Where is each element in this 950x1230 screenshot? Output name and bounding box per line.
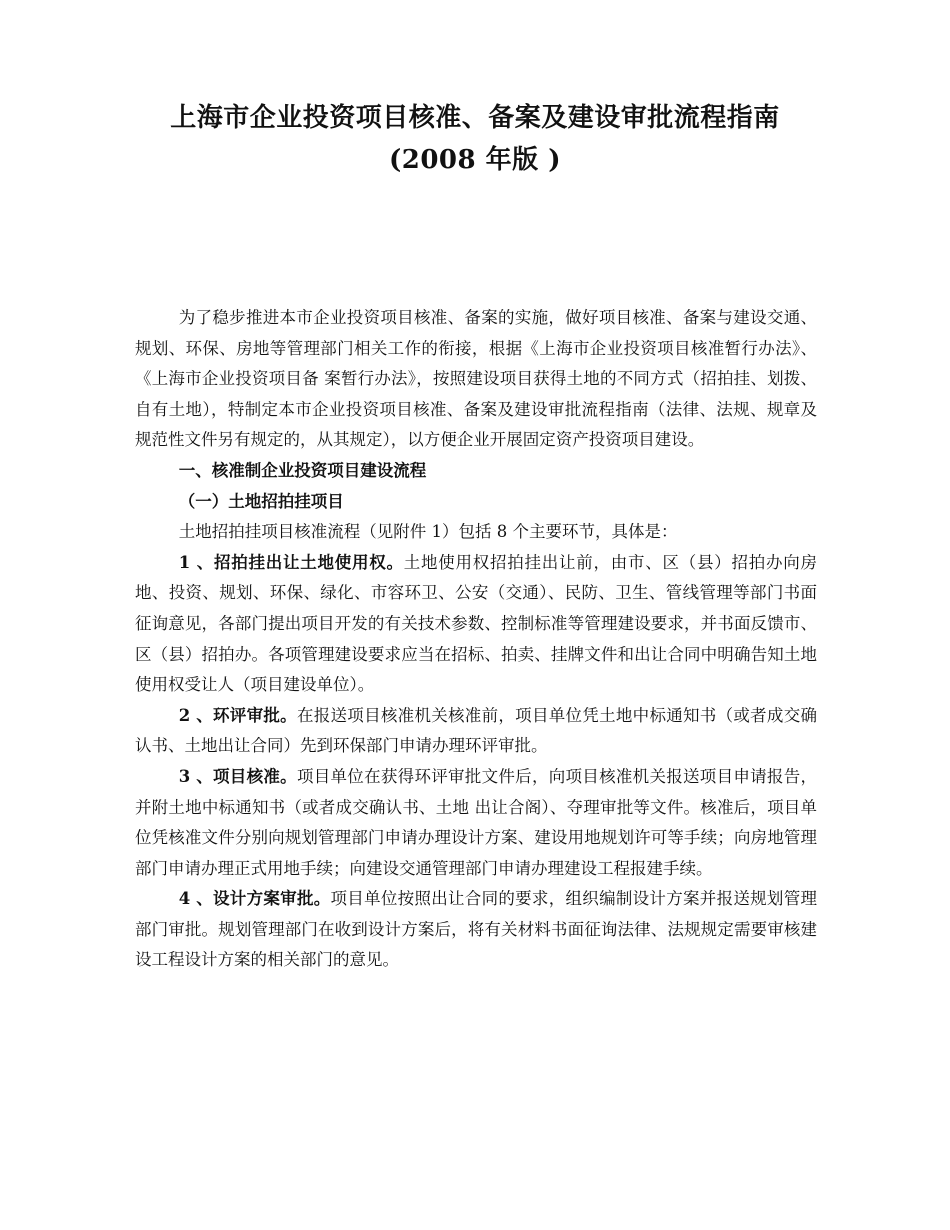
step-paragraph [135, 701, 817, 762]
step-label: 1 、招拍挂出让土地使用权。 [178, 552, 404, 572]
step-paragraph [135, 762, 817, 884]
intro-paragraph: 为了稳步推进本市企业投资项目核准、备案的实施，做好项目核准、备案与建设交通、规划、环保、房地等管理部门相关工作的衔接，根据《上海市企业投资项目核准暂行办法》、《上海市企业投资项目备 案暂行办法》，按照建设项目获得土地的不同方式（招拍挂、划拨、自有土地），特制定本市企业投资项目核准、备案及建设审批流程指南（法律、法规、规章及规范性文件另有规定的，从其规定），以方便企业开展固定资产投资项目建设。 [135, 308, 817, 450]
step-label: 2 、环评审批。 [178, 705, 297, 725]
subsection-heading: （一）土地招拍挂项目 [178, 491, 344, 511]
step-text: 在报送项目核准机关核准前，项目单位凭土地中标通知书（或者成交确认书、土地出让合同）先到环保部门申请办理环评审批。 [135, 705, 818, 756]
step-label: 4 、设计方案审批。 [178, 889, 331, 909]
step-text: 项目单位在获得环评审批文件后，向项目核准机关报送项目申请报告，并附土地中标通知书（或者成交确认书、土地 出让合阁）、夺理审批等文件。核准后，项目单位凭核准文件分别向规划管理部门申请办理设计方案、建设用地规划许可等手续；向房地管理部门申请办理正式用地手续；向建设交通管理部门申请办理建设工程报建手续。 [135, 766, 818, 878]
document-subtitle: (2008 年版 ) [388, 145, 562, 175]
step-paragraph [135, 548, 817, 701]
lead-paragraph: 土地招拍挂项目核准流程（见附件 1）包括 8 个主要环节，具体是： [178, 522, 678, 542]
step-paragraph [135, 884, 817, 976]
document-body [135, 303, 817, 976]
step-label: 3 、项目核准。 [178, 766, 297, 786]
step-text: 土地使用权招拍挂出让前，由市、区（县）招拍办向房地、投资、规划、环保、绿化、市容环卫、公安（交通）、民防、卫生、管线管理等部门书面征询意见，各部门提出项目开发的有关技术参数、控制标准等管理建设要求，并书面反馈市、区（县）招拍办。各项管理建设要求应当在招标、拍卖、挂牌文件和出让合同中明确告知土地使用权受让人（项目建设单位）。 [135, 552, 817, 695]
step-text: 项目单位按照出让合同的要求，组织编制设计方案并报送规划管理部门审批。规划管理部门在收到设计方案后，将有关材料书面征询法律、法规规定需要审核建设工程设计方案的相关部门的意见。 [135, 889, 817, 970]
section-heading: 一、核准制企业投资项目建设流程 [178, 460, 427, 480]
document-title: 上海市企业投资项目核准、备案及建设审批流程指南 [170, 103, 780, 133]
